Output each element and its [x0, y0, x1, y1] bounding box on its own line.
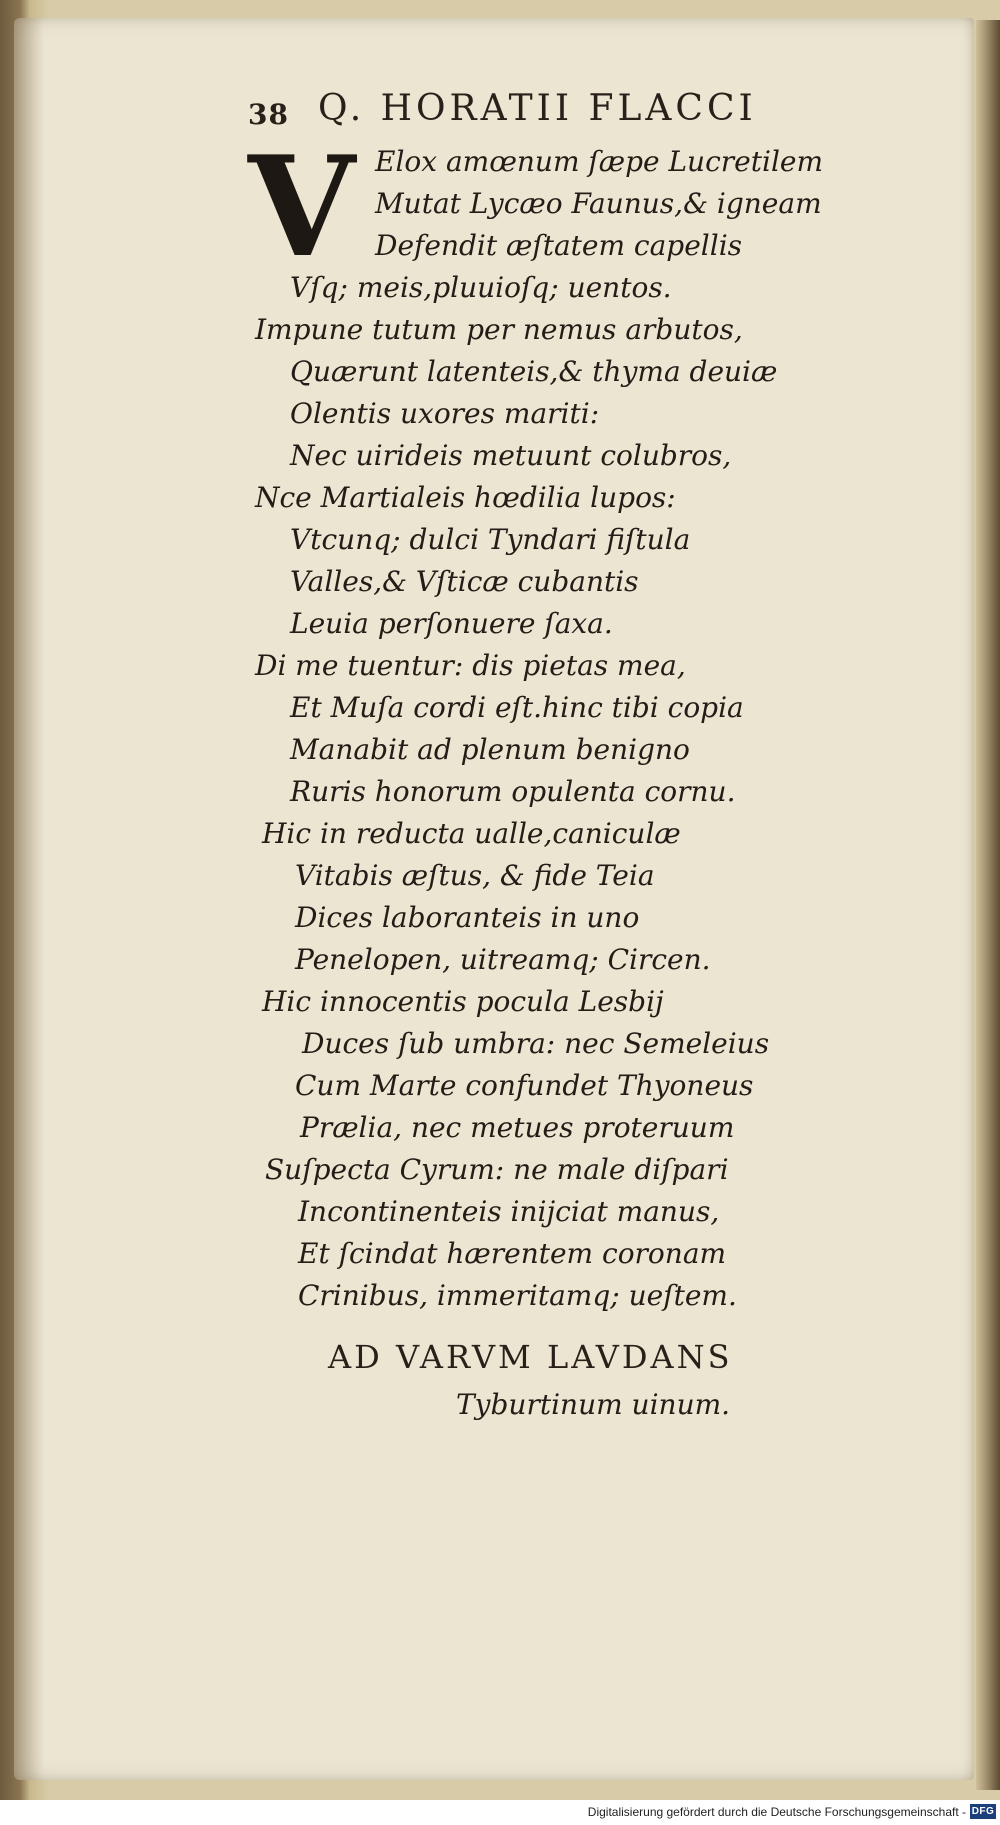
drop-cap: V — [248, 125, 356, 288]
verse-line: Nec uirideis metuunt colubros, — [290, 439, 732, 472]
verse-line: Et ſcindat hærentem coronam — [298, 1237, 727, 1270]
verse-line: Leuia perſonuere ſaxa. — [290, 607, 613, 640]
ode-title: AD VARVM LAVDANS — [328, 1338, 733, 1376]
verse-line: Elox amœnum ſæpe Lucretilem — [375, 145, 824, 178]
verse-line: Impune tutum per nemus arbutos, — [255, 313, 743, 346]
verse-line: Valles,& Vſticæ cubantis — [290, 565, 639, 598]
verse-line: Et Muſa cordi eſt.hinc tibi copia — [290, 691, 744, 724]
funding-credit: Digitalisierung gefördert durch die Deutsche Forschungsgemeinschaft - — [587, 1805, 966, 1819]
verse-line: Manabit ad plenum benigno — [290, 733, 690, 766]
digitization-footer — [0, 1800, 1000, 1825]
verse-line: Hic in reducta ualle,caniculæ — [262, 817, 681, 850]
verse-line: Di me tuentur: dis pietas mea, — [255, 649, 686, 682]
running-head: Q. HORATII FLACCI — [318, 88, 757, 129]
verse-line: Dices laboranteis in uno — [295, 901, 640, 934]
verse-line: Quærunt latenteis,& thyma deuiæ — [290, 355, 778, 388]
verse-line: Vtcunq; dulci Tyndari fiſtula — [290, 523, 691, 556]
verse-line: Ruris honorum opulenta cornu. — [290, 775, 736, 808]
verse-line: Mutat Lycæo Faunus,& igneam — [375, 187, 822, 220]
verse-line: Vſq; meis,pluuioſq; uentos. — [290, 271, 672, 304]
dfg-logo: DFG — [971, 1806, 995, 1817]
verse-line: Incontinenteis inijciat manus, — [298, 1195, 720, 1228]
verse-line: Hic innocentis pocula Lesbij — [262, 985, 664, 1018]
verse-line: Prælia, nec metues proteruum — [300, 1111, 735, 1144]
verse-line: Crinibus, immeritamq; ueſtem. — [298, 1279, 737, 1312]
page-number: 38 — [248, 98, 289, 131]
ode-subtitle: Tyburtinum uinum. — [456, 1388, 731, 1421]
verse-line: Cum Marte confundet Thyoneus — [295, 1069, 754, 1102]
verse-line: Suſpecta Cyrum: ne male diſpari — [265, 1153, 729, 1186]
verse-line: Nce Martialeis hœdilia lupos: — [255, 481, 676, 514]
verse-line: Olentis uxores mariti: — [290, 397, 600, 430]
verse-line: Duces ſub umbra: nec Semeleius — [302, 1027, 770, 1060]
verse-line: Defendit æſtatem capellis — [375, 229, 743, 262]
verse-line: Vitabis æſtus, & fide Teia — [295, 859, 655, 892]
verse-line: Penelopen, uitreamq; Circen. — [295, 943, 711, 976]
